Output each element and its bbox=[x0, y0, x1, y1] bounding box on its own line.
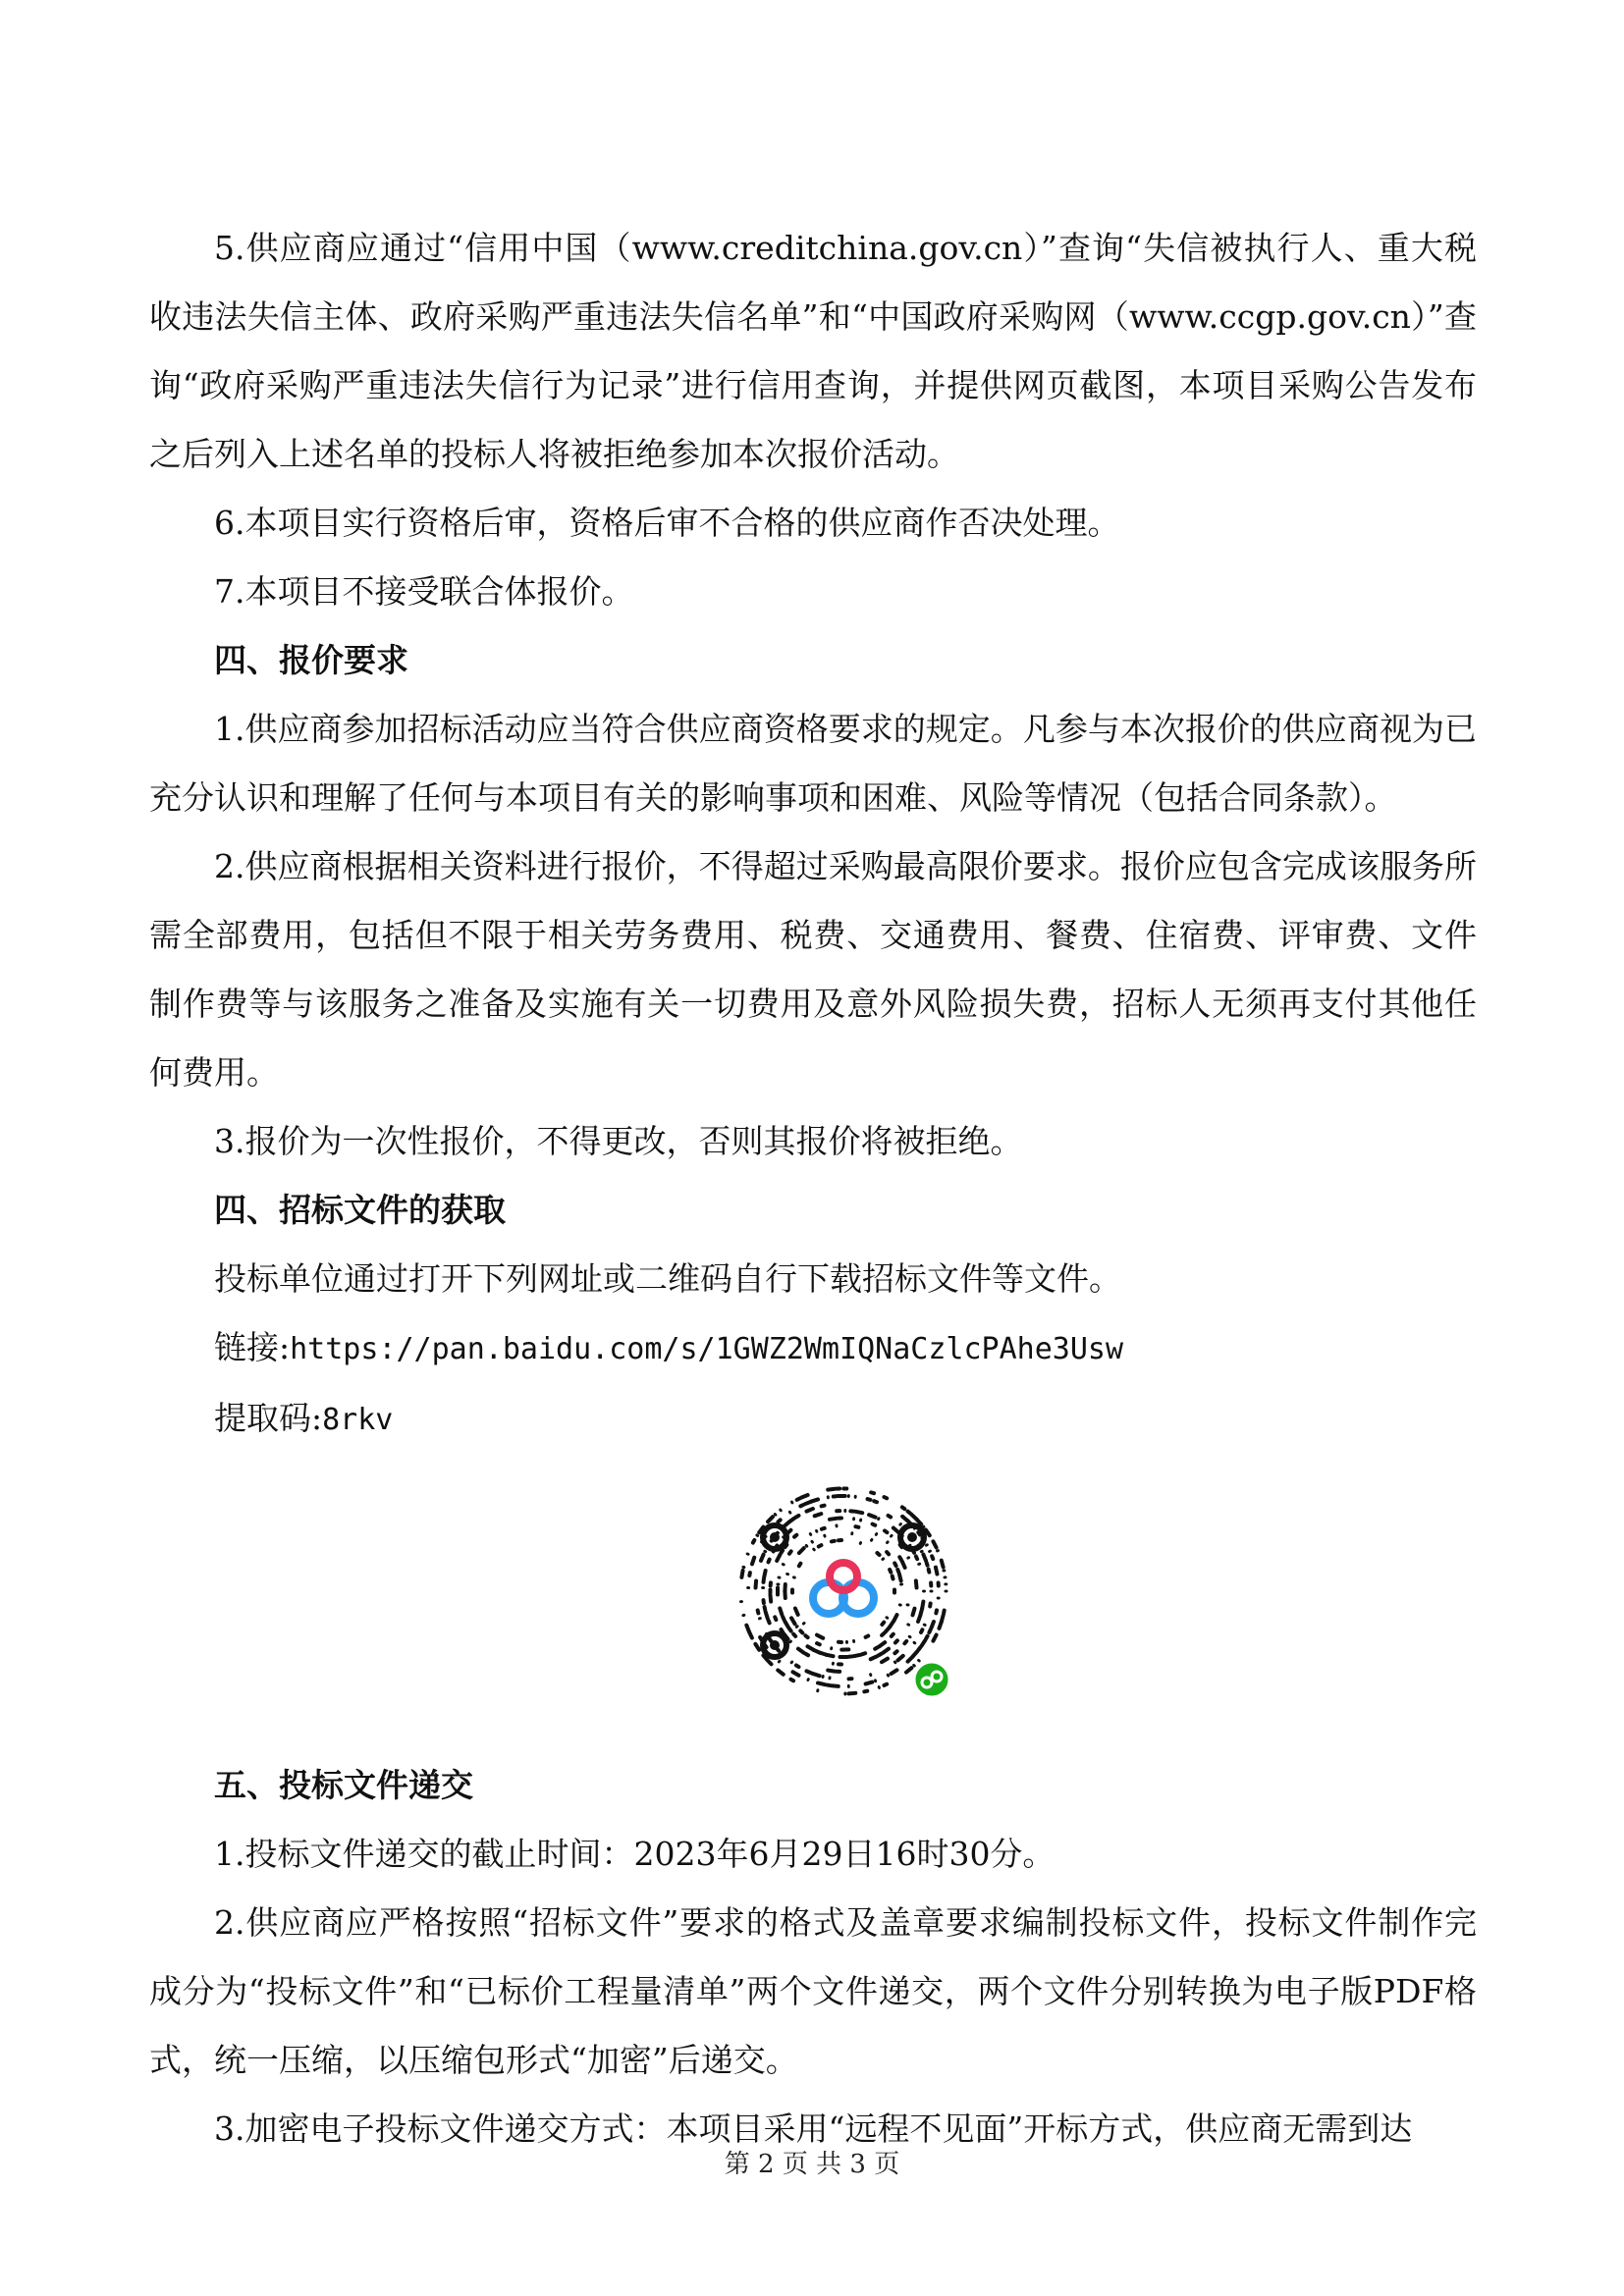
qr-code-container bbox=[149, 1478, 1477, 1728]
paragraph-submit-deadline: 1.投标文件递交的截止时间：2023年6月29日16时30分。 bbox=[214, 1835, 1056, 1873]
extraction-code: 8rkv bbox=[322, 1403, 394, 1437]
download-link[interactable]: https://pan.baidu.com/s/1GWZ2WmIQNaCzlcPAhe3Usw bbox=[290, 1332, 1124, 1366]
paragraph-qualification: 6.本项目实行资格后审，资格后审不合格的供应商作否决处理。 bbox=[214, 504, 1120, 542]
qr-code-icon[interactable] bbox=[731, 1478, 956, 1704]
mini-program-badge-icon bbox=[914, 1662, 949, 1697]
paragraph-quote-3: 3.报价为一次性报价，不得更改，否则其报价将被拒绝。 bbox=[214, 1122, 1023, 1160]
extraction-code-line bbox=[149, 1384, 1477, 1455]
paragraph-quote-1: 1.供应商参加招标活动应当符合供应商资格要求的规定。凡参与本次报价的供应商视为已充分认识和理解了任何与本项目有关的影响事项和困难、风险等情况（包括合同条款）。 bbox=[149, 710, 1477, 817]
page-footer: 第 2 页 共 3 页 bbox=[724, 2150, 900, 2179]
document-body bbox=[149, 214, 1477, 2163]
download-link-line bbox=[149, 1313, 1477, 1384]
paragraph-no-consortium: 7.本项目不接受联合体报价。 bbox=[214, 572, 634, 611]
code-label: 提取码: bbox=[214, 1399, 323, 1437]
paragraph-quote-2: 2.供应商根据相关资料进行报价，不得超过采购最高限价要求。报价应包含完成该服务所需全部费用，包括但不限于相关劳务费用、税费、交通费用、餐费、住宿费、评审费、文件制作费等与该服务之准备及实施有关一切费用及意外风险损失费，招标人无须再支付其他任何费用。 bbox=[149, 847, 1477, 1092]
heading-quote-requirements: 四、报价要求 bbox=[214, 641, 408, 679]
heading-obtain-documents: 四、招标文件的获取 bbox=[214, 1191, 506, 1229]
paragraph-submit-method: 3.加密电子投标文件递交方式：本项目采用“远程不见面”开标方式，供应商无需到达 bbox=[214, 2109, 1413, 2148]
paragraph-submit-format: 2.供应商应严格按照“招标文件”要求的格式及盖章要求编制投标文件，投标文件制作完成分为“投标文件”和“已标价工程量清单”两个文件递交，两个文件分别转换为电子版PDF格式，统一压缩，以压缩包形式“加密”后递交。 bbox=[149, 1903, 1477, 2079]
paragraph-credit-check: 5.供应商应通过“信用中国（www.creditchina.gov.cn）”查询“失信被执行人、重大税收违法失信主体、政府采购严重违法失信名单”和“中国政府采购网（www.ccgp.gov.cn）”查询“政府采购严重违法失信行为记录”进行信用查询，并提供网页截图，本项目采购公告发布之后列入上述名单的投标人将被拒绝参加本次报价活动。 bbox=[149, 229, 1477, 473]
link-label: 链接: bbox=[214, 1328, 291, 1366]
paragraph-obtain: 投标单位通过打开下列网址或二维码自行下载招标文件等文件。 bbox=[214, 1259, 1121, 1298]
heading-submit-documents: 五、投标文件递交 bbox=[214, 1766, 473, 1804]
